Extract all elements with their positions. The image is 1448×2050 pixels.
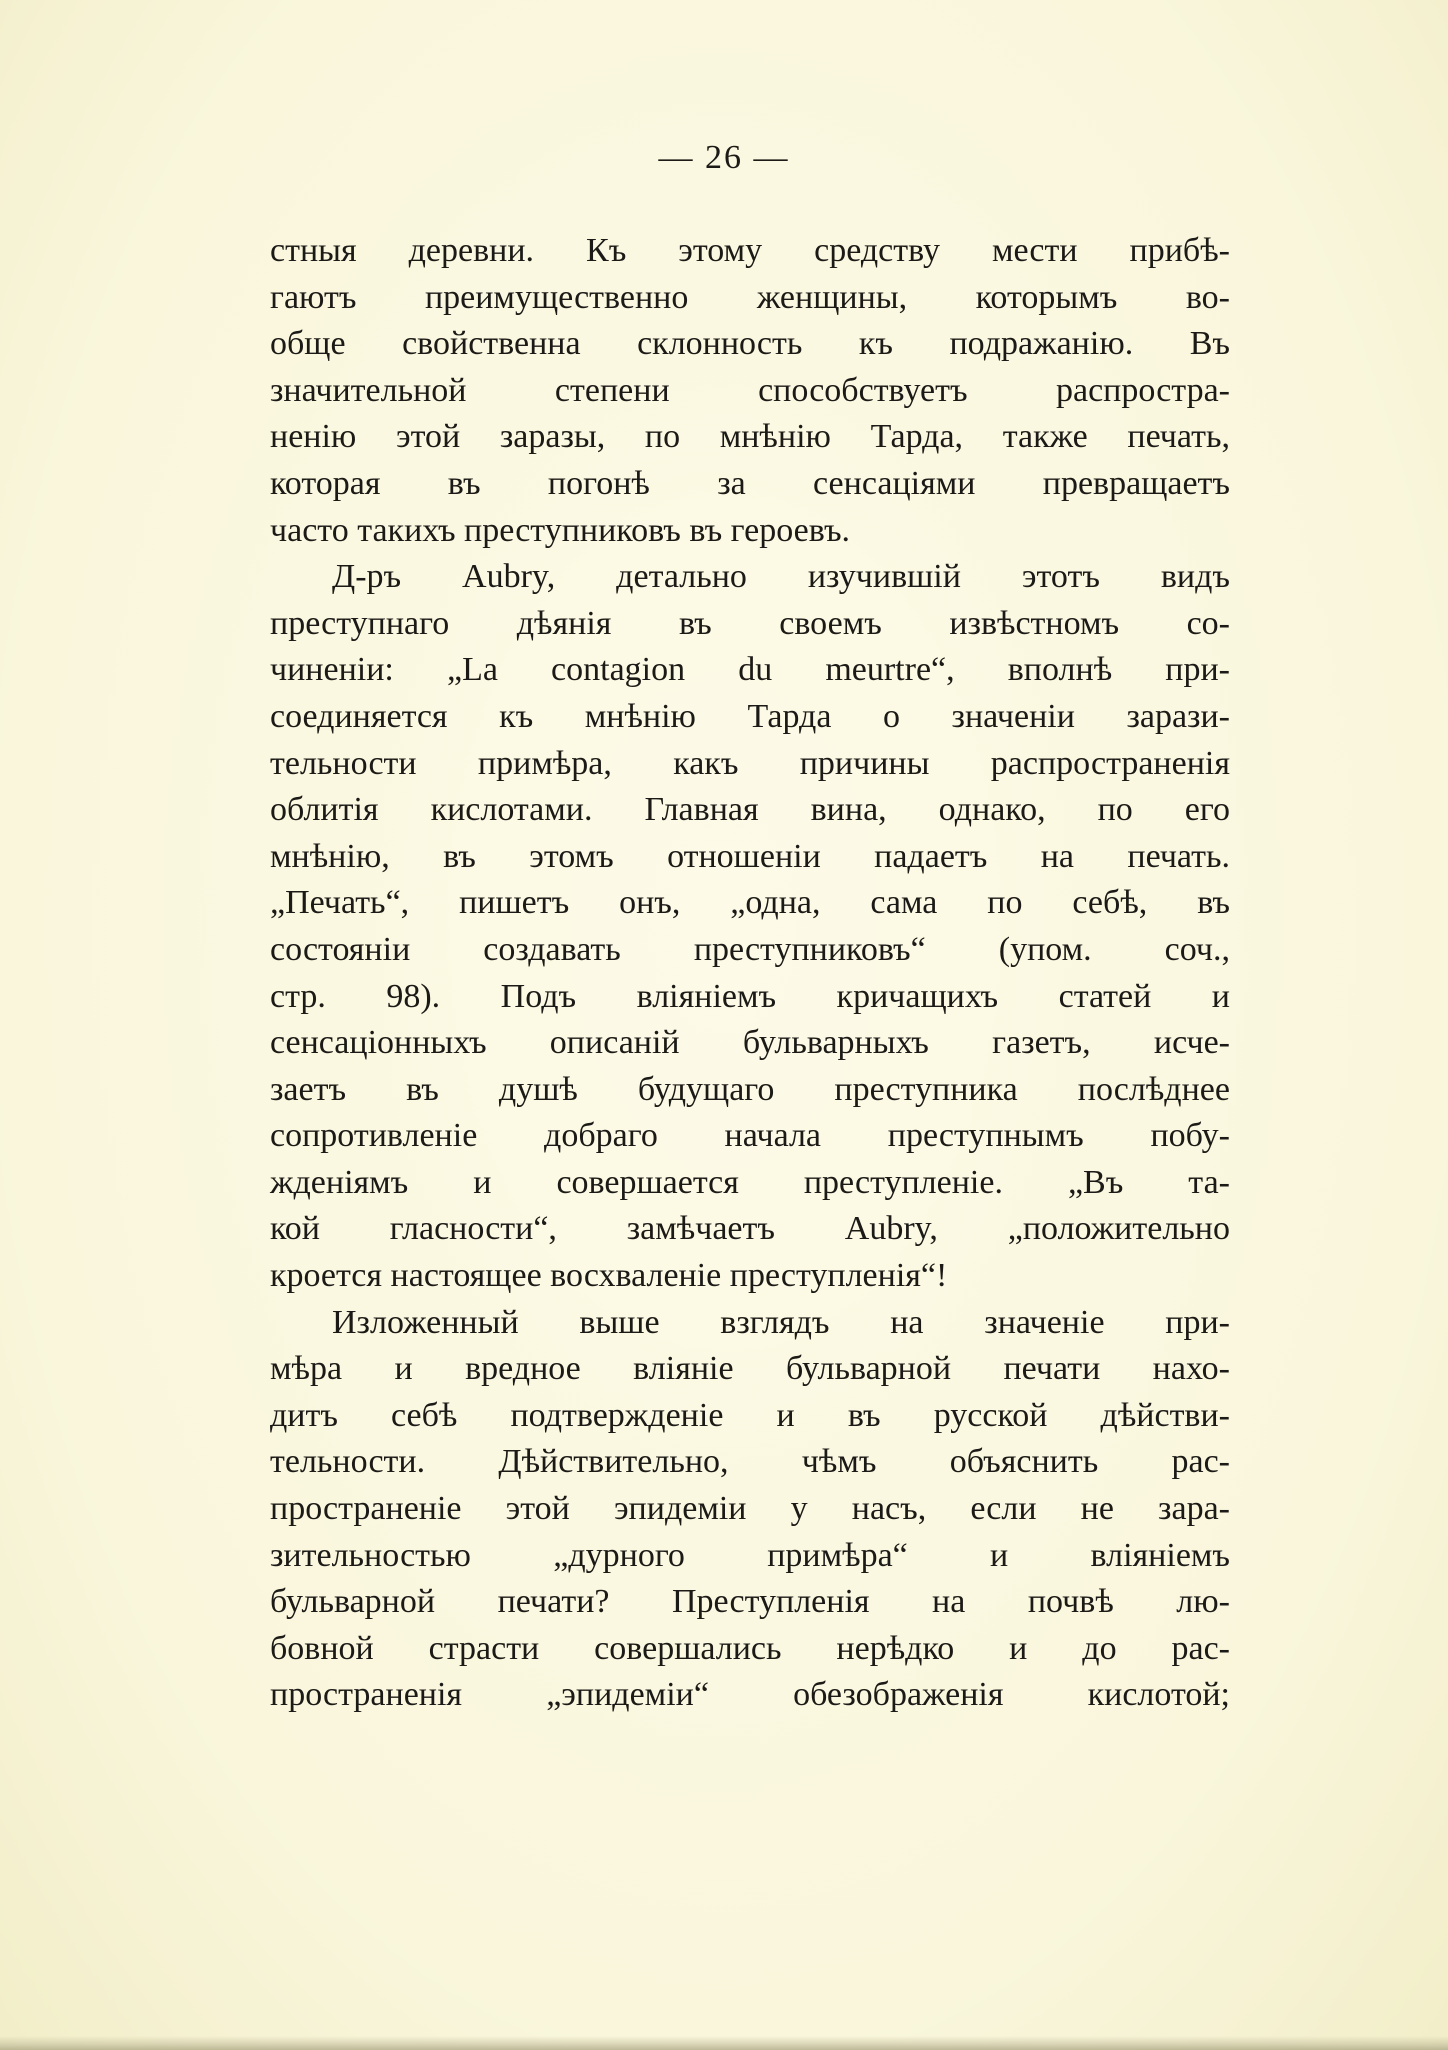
text-line: дитъ себѣ подтвержденіе и въ русской дѣйстви- — [270, 1396, 1230, 1434]
page-bottom-edge — [0, 2036, 1448, 2050]
text-line: „Печать“, пишетъ онъ, „одна, сама по себѣ, въ — [270, 884, 1230, 922]
text-line: обще свойственна склонность къ подражанію. Въ — [270, 325, 1230, 363]
text-line: стр. 98). Подъ вліяніемъ кричащихъ статей и — [270, 977, 1230, 1015]
text-line: соединяется къ мнѣнію Тарда о значеніи зарази- — [270, 697, 1230, 735]
text-line: пространеніе этой эпидеміи у насъ, если не зара- — [270, 1490, 1230, 1528]
text-line: чиненіи: „La contagion du meurtre“, вполнѣ при- — [270, 651, 1230, 689]
text-line: облитія кислотами. Главная вина, однако, по его — [270, 791, 1230, 829]
text-line: зительностью „дурного примѣра“ и вліяніемъ — [270, 1536, 1230, 1574]
paragraph-start-line: Д-ръ Aubry, детально изучившій этотъ видъ — [332, 558, 1230, 596]
text-line: часто такихъ преступниковъ въ героевъ. — [270, 511, 851, 549]
text-line: которая въ погонѣ за сенсаціями превращаетъ — [270, 464, 1230, 502]
page-number: — 26 — — [658, 139, 790, 176]
text-line: бовной страсти совершались нерѣдко и до рас- — [270, 1629, 1230, 1667]
text-line: кроется настоящее восхваленіе преступленія“! — [270, 1257, 948, 1295]
text-line: мѣра и вредное вліяніе бульварной печати нахо- — [270, 1350, 1230, 1388]
text-line: сопротивленіе добраго начала преступнымъ побу- — [270, 1117, 1230, 1155]
text-line: мнѣнію, въ этомъ отношеніи падаетъ на печать. — [270, 837, 1230, 875]
text-line: пространенія „эпидеміи“ обезображенія кислотой; — [270, 1676, 1230, 1714]
text-line: жденіямъ и совершается преступленіе. „Въ та- — [270, 1163, 1230, 1201]
text-line: значительной степени способствуетъ распростра- — [270, 371, 1230, 409]
paragraph-start-line: Изложенный выше взглядъ на значеніе при- — [332, 1303, 1230, 1341]
text-line: сенсаціонныхъ описаній бульварныхъ газетъ, исче- — [270, 1024, 1230, 1062]
text-line: состояніи создавать преступниковъ“ (упом. соч., — [270, 930, 1230, 968]
text-line: стныя деревни. Къ этому средству мести прибѣ- — [270, 232, 1230, 269]
text-line: гаютъ преимущественно женщины, которымъ во- — [270, 278, 1230, 316]
text-line: бульварной печати? Преступленія на почвѣ лю- — [270, 1583, 1230, 1621]
text-line: ненію этой заразы, по мнѣнію Тарда, также печать, — [270, 418, 1230, 456]
text-line: тельности примѣра, какъ причины распространенія — [270, 744, 1230, 782]
text-line: тельности. Дѣйствительно, чѣмъ объяснить рас- — [270, 1443, 1230, 1481]
body-text — [270, 228, 1230, 1719]
text-line: кой гласности“, замѣчаетъ Aubry, „положительно — [270, 1210, 1230, 1248]
text-line: заетъ въ душѣ будущаго преступника послѣднее — [270, 1070, 1230, 1108]
text-line: преступнаго дѣянія въ своемъ извѣстномъ со- — [270, 604, 1230, 642]
